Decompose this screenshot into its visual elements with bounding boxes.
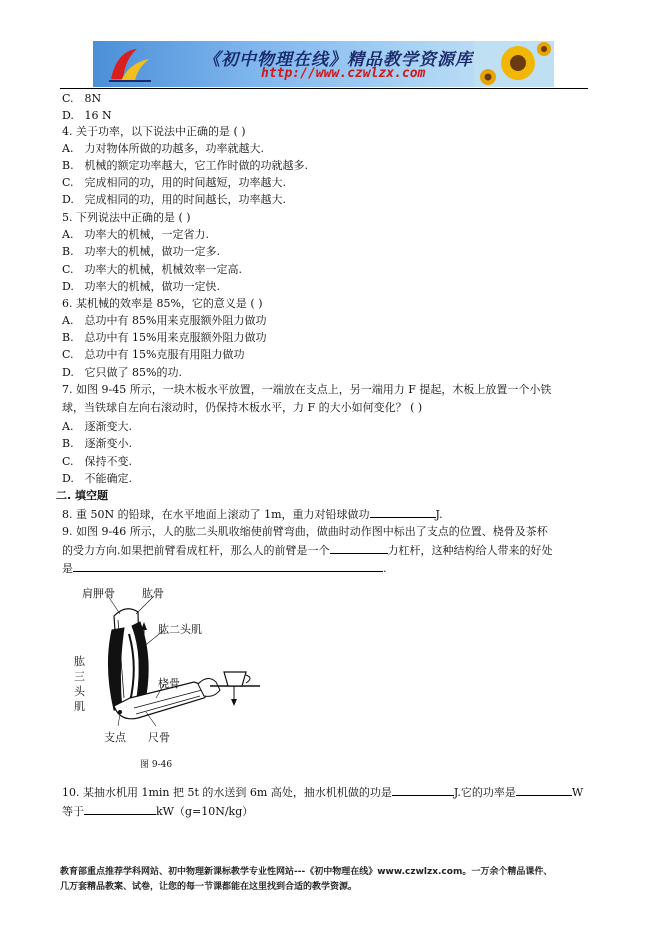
label-ulna: 尺骨 xyxy=(148,731,170,744)
q7-option-d: D. 不能确定. xyxy=(62,472,132,485)
q6-option-b: B. 总功中有 15%用来克服额外阻力做功 xyxy=(62,331,267,344)
footer-line-1: 教育部重点推荐学科网站、初中物理新课标教学专业性网站---《初中物理在线》www.czwlzx.com。一万余个精品课件、 xyxy=(60,867,553,877)
footer-line-2: 几万套精品教案、试卷，让您的每一节课都能在这里找到合适的教学资源。 xyxy=(60,882,358,892)
q7-stem-line2: 球，当铁球自左向右滚动时，仍保持木板水平，力 F 的大小如何变化？ ( ) xyxy=(62,401,423,414)
q5-stem: 5. 下列说法中正确的是 ( ) xyxy=(62,211,191,224)
q6-option-d: D. 它只做了 85%的功. xyxy=(62,366,182,379)
site-logo-icon xyxy=(107,45,153,83)
q9-line2: 的受力方向.如果把前臂看成杠杆，那么人的前臂是一个 力杠杆，这种结构给人带来的好处 xyxy=(62,544,553,557)
q5-option-c: C. 功率大的机械，机械效率一定高. xyxy=(62,263,242,276)
q10-power-w-blank[interactable] xyxy=(516,784,572,796)
q7-option-a: A. 逐渐变大. xyxy=(62,420,132,433)
q4-option-b: B. 机械的额定功率越大，它工作时做的功就越多. xyxy=(62,159,308,172)
q4-stem: 4. 关于功率，以下说法中正确的是 ( ) xyxy=(62,125,246,138)
q5-option-d: D. 功率大的机械，做功一定快. xyxy=(62,280,220,293)
sunflower-icon xyxy=(474,41,554,87)
q3-option-c: C. 8N xyxy=(62,92,102,105)
q4-option-a: A. 力对物体所做的功越多，功率就越大. xyxy=(62,142,264,155)
label-triceps: 肱 三 头 肌 xyxy=(74,655,85,713)
figure-9-46 xyxy=(74,586,274,776)
q8: 8. 重 50N 的铅球，在水平地面上滚动了 1m，重力对铅球做功 J. xyxy=(62,508,443,521)
label-humerus: 肱骨 xyxy=(142,587,164,600)
page-footer xyxy=(60,865,600,895)
q7-option-c: C. 保持不变. xyxy=(62,455,132,468)
section-fill-blank-heading: 二. 填空题 xyxy=(56,489,109,502)
q9-benefit-blank[interactable] xyxy=(73,560,383,572)
banner-url[interactable]: http://www.czwlzx.com xyxy=(261,66,426,81)
label-biceps: 肱二头肌 xyxy=(158,623,202,636)
q8-answer-blank[interactable] xyxy=(370,506,436,518)
q7-stem-line1: 7. 如图 9-45 所示，一块木板水平放置，一端放在支点上，另一端用力 F 提起，木板上放置一个小铁 xyxy=(62,383,552,396)
q4-option-c: C. 完成相同的功，用的时间越短，功率越大. xyxy=(62,176,286,189)
q10-line2: 等于 kW（g=10N/kg） xyxy=(62,805,254,818)
q9-line1: 9. 如图 9-46 所示，人的肱二头肌收缩使前臂弯曲，做曲时动作图中标出了支点的位置、桡骨及茶杯 xyxy=(62,525,548,538)
label-radius: 桡骨 xyxy=(158,677,180,690)
q5-option-a: A. 功率大的机械，一定省力. xyxy=(62,228,209,241)
q9-line3: 是 . xyxy=(62,562,387,575)
q10-work-blank[interactable] xyxy=(392,784,454,796)
q10-power-kw-blank[interactable] xyxy=(84,803,156,815)
banner-title: 《初中物理在线》精品教学资源库 xyxy=(203,50,473,70)
q4-option-d: D. 完成相同的功，用的时间越长，功率越大. xyxy=(62,193,286,206)
q6-option-a: A. 总功中有 85%用来克服额外阻力做功 xyxy=(62,314,267,327)
figure-caption: 图 9-46 xyxy=(140,760,173,770)
header-banner xyxy=(93,41,554,87)
q6-option-c: C. 总功中有 15%克服有用阻力做功 xyxy=(62,348,245,361)
label-shoulder-blade: 肩胛骨 xyxy=(82,587,115,600)
q5-option-b: B. 功率大的机械，做功一定多. xyxy=(62,245,220,258)
q3-option-d: D. 16 N xyxy=(62,109,112,122)
q10-line1: 10. 某抽水机用 1min 把 5t 的水送到 6m 高处，抽水机机做的功是 J.它的功率是 W xyxy=(62,786,584,799)
label-fulcrum: 支点 xyxy=(104,731,126,744)
q9-lever-type-blank[interactable] xyxy=(330,542,388,554)
header-rule xyxy=(60,88,588,89)
q7-option-b: B. 逐渐变小. xyxy=(62,437,132,450)
q6-stem: 6. 某机械的效率是 85%，它的意义是 ( ) xyxy=(62,297,263,310)
